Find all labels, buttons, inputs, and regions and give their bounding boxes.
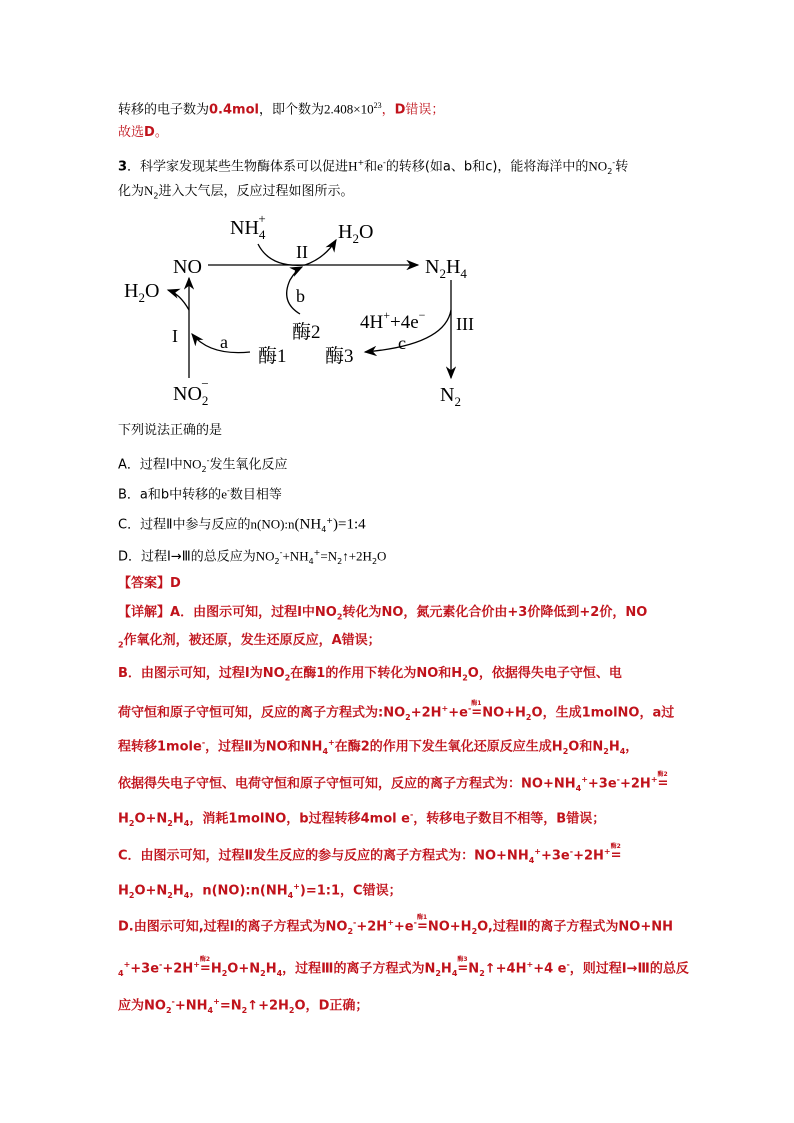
text-line: [118, 123, 168, 143]
explanation-line: 依据得失电子守恒、电荷守恒和原子守恒可知，反应的离子方程式为：$NO+NH_4^++3e^-+2H^+$ 酶2 =: [118, 771, 669, 793]
question-line: [118, 181, 354, 207]
nh4-label: $NH_4+$: [230, 211, 266, 242]
text: -: [612, 158, 616, 167]
arrow-h2o-left: [168, 290, 189, 310]
text: 、: [450, 159, 464, 175]
enzyme1-label: 酶1: [258, 346, 287, 367]
option-b: B．a和b中转移的e-数目相等: [118, 486, 282, 503]
text: 的转移(如: [385, 159, 443, 175]
text: 转移的电子数为: [118, 102, 210, 118]
process-i-label: I: [172, 326, 178, 346]
no-label: NO: [173, 256, 202, 278]
question-number: 3: [118, 159, 128, 175]
option-a: A．过程Ⅰ中$NO_2^-$发生氧化反应: [118, 456, 288, 474]
text: b: [463, 159, 473, 175]
explanation-line: 【详解】A．由图示可知，过程Ⅰ中$NO_2$转化为NO，氮元素化合价由+3价降低到+2价，NO: [118, 605, 648, 622]
b-label: b: [296, 286, 305, 306]
text: 。: [154, 125, 168, 140]
text-line: [118, 96, 444, 120]
charges-label: 4H++4e−: [360, 308, 426, 333]
text: ．科学家发现某些生物酶体系可以促进: [127, 159, 349, 175]
text: 0.4mol: [209, 102, 259, 118]
n2-label: $N_2$: [440, 384, 461, 409]
reaction-diagram: [110, 210, 510, 410]
text: H: [348, 158, 358, 174]
text: 进入大气层，反应过程如图所示。: [158, 184, 354, 199]
text: 2.408×10: [324, 101, 374, 117]
explanation-line: $_4$++3e-+2H+ 酶2 $=H_2O+N_2H_4$，过程Ⅲ的离子方程式为$N_2H_4$ 酶3 $=N_2↑+4H^++4$ e-，则过程Ⅰ→Ⅲ的总反: [118, 956, 689, 978]
text: 转: [615, 159, 629, 175]
text: N: [144, 183, 154, 198]
text: D: [394, 102, 406, 118]
text: 故选: [118, 125, 145, 140]
enzyme3-label: 酶3: [325, 346, 354, 367]
explanation-line: 应为$NO_2^-+NH_4^+=N_2↑+2H_2O$，D正确；: [118, 997, 369, 1015]
explanation-line: $_2$作氧化剂，被还原，发生还原反应，A错误；: [118, 633, 381, 650]
option-d: D．过程Ⅰ→Ⅲ的总反应为$NO_2^-+NH_4^+=N_2↑+2H_2O$: [118, 548, 387, 566]
prompt: 下列说法正确的是: [118, 423, 223, 438]
text: ，即个数为: [258, 102, 324, 118]
process-ii-label: II: [296, 242, 308, 262]
explanation-line: $H_2O+N_2H_4$，消耗1molNO，b过程转移4mol e-，转移电子数目不相等，B错误；: [118, 810, 606, 828]
explanation-line: 程转移1mole-，过程Ⅱ为NO和$NH_4^+$在酶2的作用下发生氧化还原反应生成$H_2O$和$N_2H_4$，: [118, 738, 639, 756]
explanation-line: D.由图示可知,过程Ⅰ的离子方程式为$NO_2^-+2H^++e^-$ 酶1 $=NO+H_2O$,过程Ⅱ的离子方程式为NO+NH: [118, 914, 674, 936]
h2o-top-label: $H_2O$: [338, 221, 374, 246]
n2h4-label: $N_2H_4$: [425, 256, 467, 281]
text: ，: [381, 102, 395, 118]
a-label: a: [220, 332, 228, 352]
explanation-line: 荷守恒和原子守恒可知，反应的离子方程式为$:NO_2+2H^++e^-$ 酶1 $=NO+H_2O$，生成1molNO，a过: [118, 700, 675, 722]
text: e: [377, 158, 383, 174]
text: 化为: [118, 184, 145, 199]
explanation-line: $H_2O+N_2H_4$，$n(NO):n(NH_4^+)=1:1$，C错误；: [118, 882, 402, 900]
text: 和: [472, 159, 486, 175]
text: -: [382, 158, 386, 167]
text: D: [144, 125, 155, 140]
text: 错误；: [405, 102, 445, 118]
c-label: c: [398, 333, 406, 353]
text: 2: [153, 191, 159, 201]
question-line: [118, 153, 628, 182]
text: 23: [373, 101, 382, 110]
explanation-line: B．由图示可知，过程Ⅰ为$NO_2$在酶1的作用下转化为NO和$H_2O$，依据得失电子守恒、电: [118, 666, 622, 683]
process-iii-label: III: [456, 314, 474, 334]
explanation-line: C．由图示可知，过程Ⅱ发生反应的参与反应的离子方程式为：$NO+NH_4^++3e^-+2H^+$ 酶2 =: [118, 843, 622, 865]
text: 2: [607, 166, 613, 176]
text: NO: [588, 158, 608, 174]
answer-line: 【答案】D: [118, 576, 181, 591]
no2-label: $NO_2-$: [173, 376, 209, 408]
text: a: [442, 159, 451, 175]
arrow-h2o-out: [305, 240, 336, 265]
enzyme2-label: 酶2: [292, 322, 321, 343]
text: 和: [364, 159, 378, 175]
option-c: C．过程Ⅱ中参与反应的$n(NO):n(NH_4^+)=1:4$: [118, 516, 366, 534]
h2o-left-label: $H_2O$: [124, 280, 160, 305]
text: +: [357, 158, 365, 167]
text: c)，能将海洋中的: [485, 159, 589, 175]
